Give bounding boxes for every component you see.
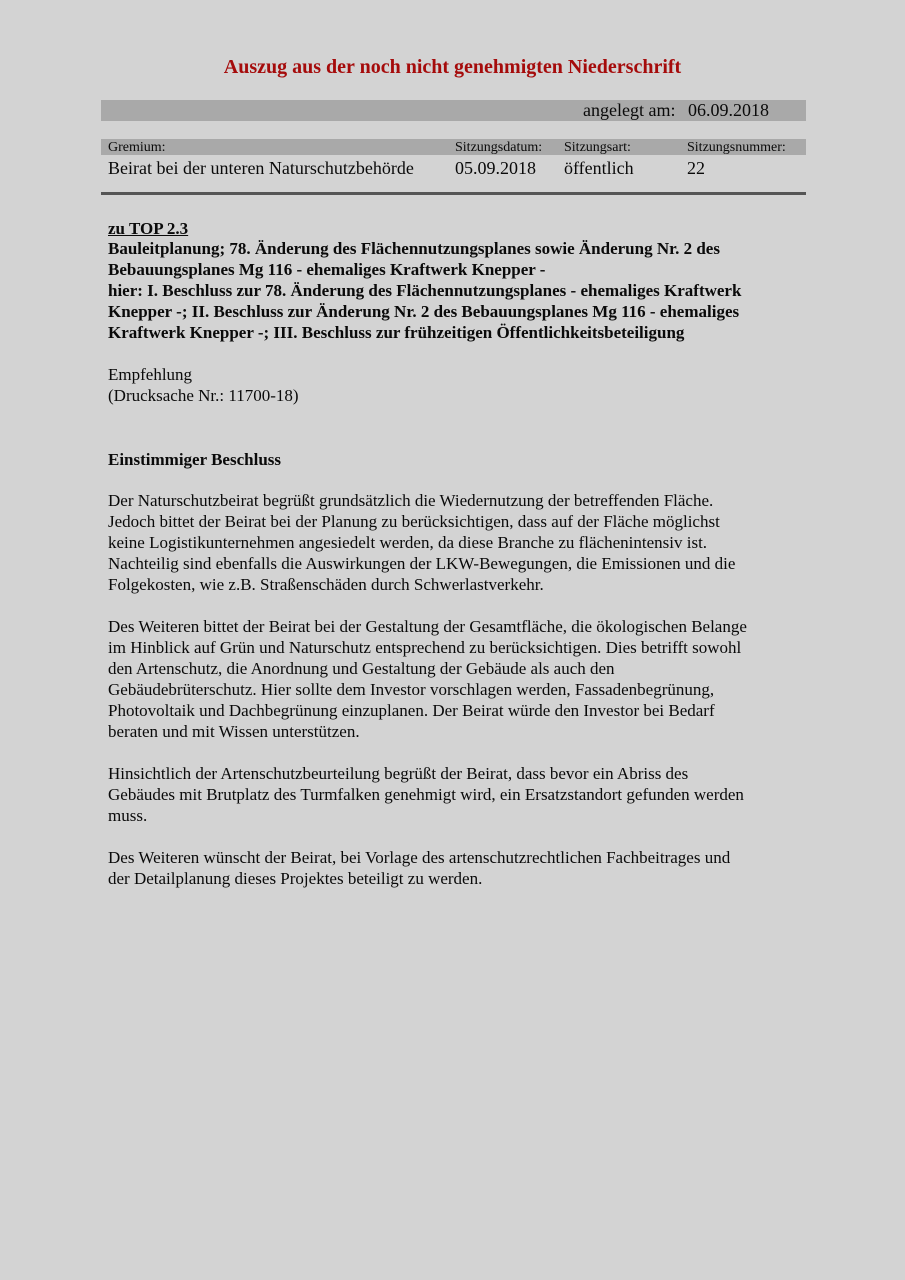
subject-line: Kraftwerk Knepper -; III. Beschluss zur frühzeitigen Öffentlichkeitsbeteiligung (108, 323, 685, 342)
resolution-paragraph (108, 847, 808, 889)
meeting-divider (101, 192, 806, 195)
subject-line: Bebauungsplanes Mg 116 - ehemaliges Kraftwerk Knepper - (108, 260, 546, 279)
paragraph-line: Folgekosten, wie z.B. Straßenschäden durch Schwerlastverkehr. (108, 575, 544, 594)
session-type-header: Sitzungsart: (564, 140, 631, 155)
paragraph-line: Gebäudes mit Brutplatz des Turmfalken genehmigt wird, ein Ersatzstandort gefunden werden (108, 785, 744, 804)
resolution-paragraph (108, 763, 808, 826)
paragraph-line: Der Naturschutzbeirat begrüßt grundsätzlich die Wiedernutzung der betreffenden Fläche. (108, 491, 714, 510)
paragraph-line: Hinsichtlich der Artenschutzbeurteilung begrüßt der Beirat, dass bevor ein Abriss des (108, 764, 689, 783)
paragraph-line: keine Logistikunternehmen angesiedelt werden, da diese Branche zu flächenintensiv ist. (108, 533, 708, 552)
paragraph-line: Nachteilig sind ebenfalls die Auswirkungen der LKW-Bewegungen, die Emissionen und die (108, 554, 736, 573)
session-type-value: öffentlich (564, 158, 634, 178)
subject-line: Bauleitplanung; 78. Änderung des Flächennutzungsplanes sowie Änderung Nr. 2 des (108, 239, 720, 258)
agenda-top-ref: zu TOP 2.3 (108, 219, 189, 238)
session-number-header: Sitzungsnummer: (687, 140, 786, 155)
print-reference: (Drucksache Nr.: 11700-18) (108, 386, 299, 405)
created-label: angelegt am: (583, 100, 676, 120)
subject-line: Knepper -; II. Beschluss zur Änderung Nr. 2 des Bebauungsplanes Mg 116 - ehemaliges (108, 302, 740, 321)
paragraph-line: Jedoch bittet der Beirat bei der Planung zu berücksichtigen, dass auf der Fläche möglichst (108, 512, 720, 531)
committee-value: Beirat bei der unteren Naturschutzbehörde (108, 158, 414, 178)
paragraph-line: beraten und mit Wissen unterstützen. (108, 722, 360, 741)
session-date-value: 05.09.2018 (455, 158, 536, 178)
paragraph-line: Des Weiteren wünscht der Beirat, bei Vorlage des artenschutzrechtlichen Fachbeitrages und (108, 848, 731, 867)
session-date-header: Sitzungsdatum: (455, 140, 543, 155)
agenda-subject (108, 238, 808, 343)
paragraph-line: Photovoltaik und Dachbegrünung einzuplanen. Der Beirat würde den Investor bei Bedarf (108, 701, 715, 720)
resolution-heading: Einstimmiger Beschluss (108, 450, 282, 469)
session-number-value: 22 (687, 158, 705, 178)
paragraph-line: Des Weiteren bittet der Beirat bei der Gestaltung der Gesamtfläche, die ökologischen Belange (108, 617, 747, 636)
paragraph-line: den Artenschutz, die Anordnung und Gestaltung der Gebäude als auch den (108, 659, 615, 678)
recommendation-block (108, 364, 299, 406)
paragraph-line: im Hinblick auf Grün und Naturschutz entsprechend zu berücksichtigen. Dies betrifft sowohl (108, 638, 742, 657)
paragraph-line: muss. (108, 806, 148, 825)
paragraph-line: der Detailplanung dieses Projektes beteiligt zu werden. (108, 869, 483, 888)
created-date: 06.09.2018 (688, 100, 769, 120)
paragraph-line: Gebäudebrüterschutz. Hier sollte dem Investor vorschlagen werden, Fassadenbegrünung, (108, 680, 715, 699)
committee-header: Gremium: (108, 140, 166, 155)
recommendation-label: Empfehlung (108, 365, 193, 384)
resolution-paragraph (108, 490, 808, 595)
subject-line: hier: I. Beschluss zur 78. Änderung des Flächennutzungsplanes - ehemaliges Kraftwerk (108, 281, 742, 300)
page-title: Auszug aus der noch nicht genehmigten Niederschrift (223, 56, 682, 78)
resolution-paragraph (108, 616, 808, 742)
